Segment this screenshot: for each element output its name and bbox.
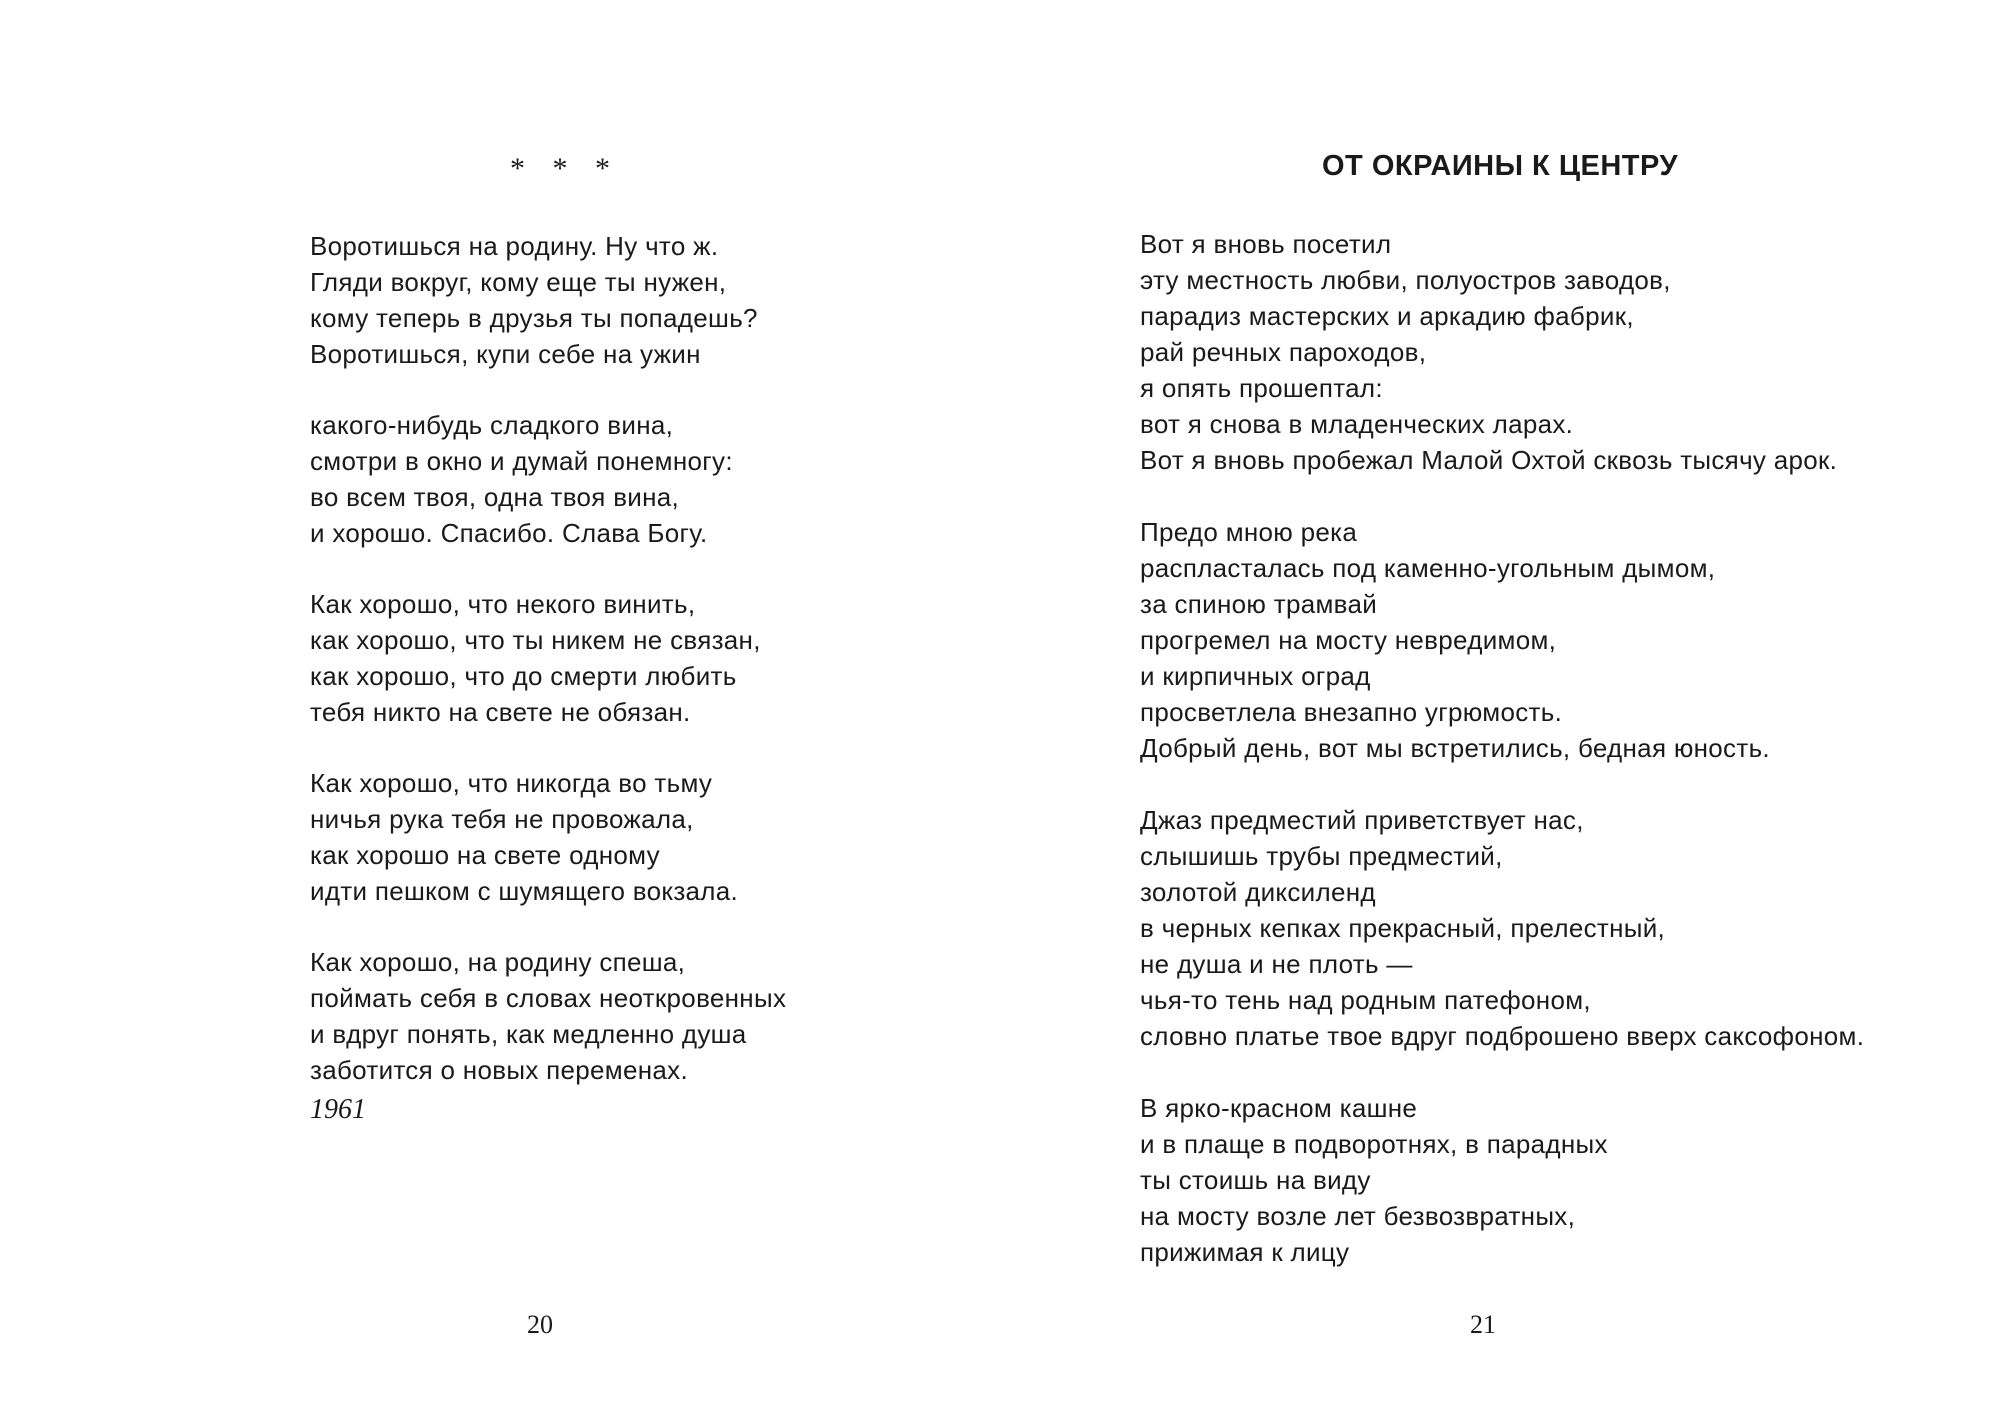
poem-title: ОТ ОКРАИНЫ К ЦЕНТРУ [1322,150,1678,182]
poem-line: в черных кепках прекрасный, прелестный, [1140,913,1666,943]
stanza [310,944,786,1088]
poem-line: как хорошо на свете одному [310,840,660,870]
poem-line: и в плаще в подворотнях, в парадных [1140,1129,1608,1159]
poem-line: Вот я вновь пробежал Малой Охтой сквозь тысячу арок. [1140,445,1838,475]
poem-line: Как хорошо, на родину спеша, [310,947,686,977]
poem-line: заботится о новых переменах. [310,1055,688,1085]
poem-line: Джаз предместий приветствует нас, [1140,805,1584,835]
poem-heading-asterisks: * * * [510,152,620,185]
poem-line: смотри в окно и думай понемногу: [310,446,733,476]
left-poem [310,228,786,1123]
poem-date: 1961 [310,1094,366,1125]
poem-line: словно платье твое вдруг подброшено вверх саксофоном. [1140,1021,1865,1051]
poem-line: парадиз мастерских и аркадию фабрик, [1140,301,1634,331]
poem-line: Как хорошо, что никогда во тьму [310,768,713,798]
poem-line: Воротишься, купи себе на ужин [310,339,701,369]
poem-line: поймать себя в словах неоткровенных [310,983,787,1013]
poem-line: ты стоишь на виду [1140,1165,1371,1195]
poem-line: не душа и не плоть — [1140,949,1413,979]
stanza [1140,514,1864,766]
poem-line: Воротишься на родину. Ну что ж. [310,231,719,261]
poem-line: как хорошо, что ты никем не связан, [310,625,761,655]
poem-line: эту местность любви, полуостров заводов, [1140,265,1671,295]
poem-line: как хорошо, что до смерти любить [310,661,737,691]
poem-line: идти пешком с шумящего вокзала. [310,876,739,906]
poem-line: Гляди вокруг, кому еще ты нужен, [310,267,727,297]
stanza [310,407,786,551]
poem-line: просветлела внезапно угрюмость. [1140,697,1563,727]
poem-line: рай речных пароходов, [1140,337,1427,367]
poem-line: Как хорошо, что некого винить, [310,589,696,619]
poem-line: Вот я вновь посетил [1140,229,1392,259]
stanza [1140,226,1864,478]
poem-line: слышишь трубы предместий, [1140,841,1503,871]
right-poem [1140,226,1864,1306]
poem-line: распласталась под каменно-угольным дымом, [1140,553,1716,583]
poem-line: тебя никто на свете не обязан. [310,697,691,727]
poem-line: золотой диксиленд [1140,877,1376,907]
poem-line: и вдруг понять, как медленно душа [310,1019,747,1049]
poem-line: Добрый день, вот мы встретились, бедная юность. [1140,733,1770,763]
poem-line: за спиною трамвай [1140,589,1378,619]
stanza [310,765,786,909]
poem-line: на мосту возле лет безвозвратных, [1140,1201,1576,1231]
poem-line: и кирпичных оград [1140,661,1371,691]
poem-line: во всем твоя, одна твоя вина, [310,482,680,512]
poem-line: я опять прошептал: [1140,373,1383,403]
poem-line: В ярко-красном кашне [1140,1093,1418,1123]
poem-line: вот я снова в младенческих ларах. [1140,409,1574,439]
poem-line: прижимая к лицу [1140,1237,1350,1267]
right-page [1000,0,2000,1409]
poem-line: прогремел на мосту невредимом, [1140,625,1557,655]
stanza [310,228,786,372]
page-number: 20 [527,1310,553,1339]
stanza [1140,802,1864,1054]
poem-line: Предо мною река [1140,517,1358,547]
poem-line: какого-нибудь сладкого вина, [310,410,674,440]
poem-line: кому теперь в друзья ты попадешь? [310,303,758,333]
stanza [1140,1090,1864,1270]
poem-line: чья-то тень над родным патефоном, [1140,985,1591,1015]
stanza [310,586,786,730]
poem-line: ничья рука тебя не провожала, [310,804,694,834]
poem-line: и хорошо. Спасибо. Слава Богу. [310,518,708,548]
page-number: 21 [1470,1310,1496,1339]
